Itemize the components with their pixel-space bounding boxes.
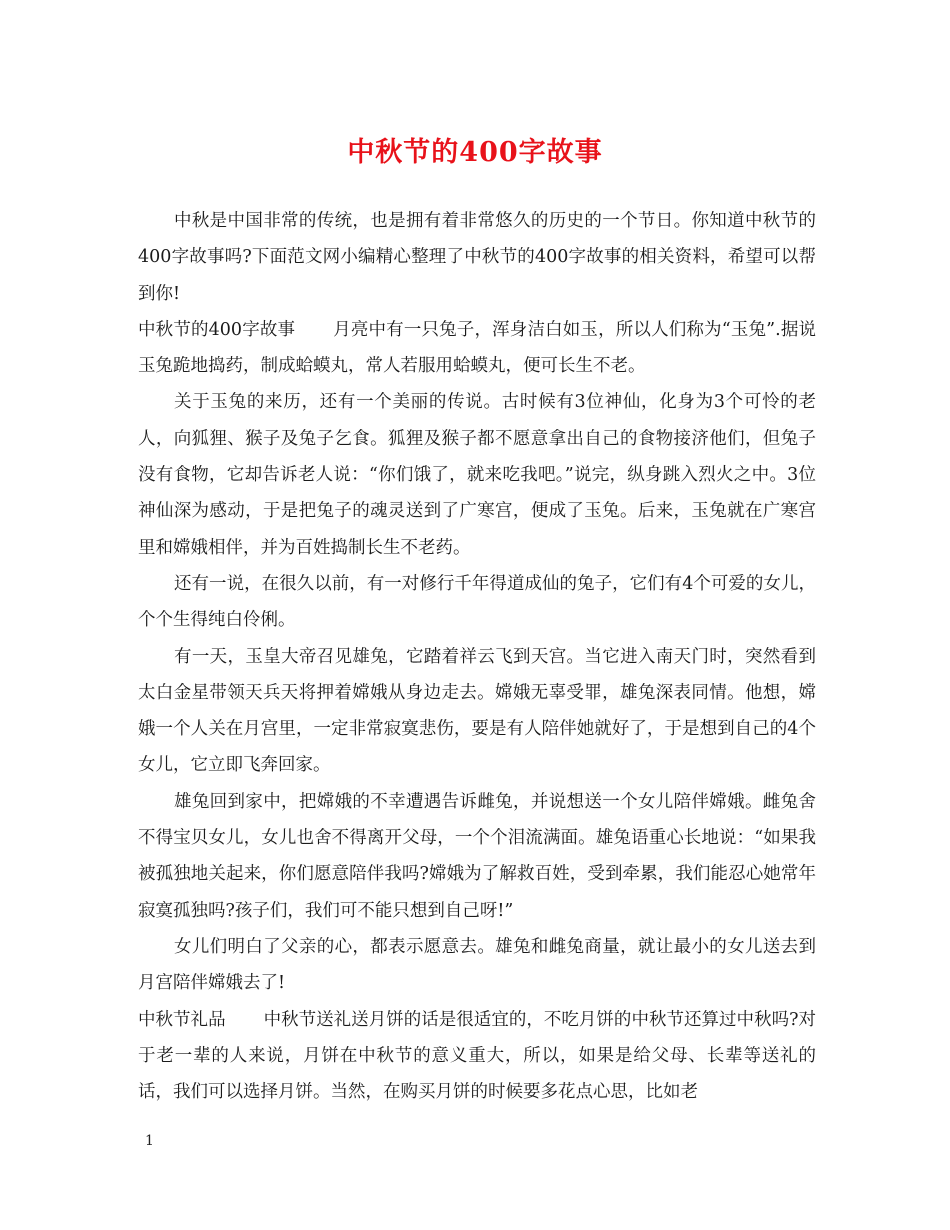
paragraph-jade-rabbit-origin: 关于玉兔的来历，还有一个美丽的传说。古时候有3位神仙，化身为3个可怜的老人，向狐狸、猴子及兔子乞食。狐狸及猴子都不愿意拿出自己的食物接济他们，但兔子没有食物，它却告诉老人说：“你们饿了，就来吃我吧。”说完，纵身跳入烈火之中。3位神仙深为感动，于是把兔子的魂灵送到了广寒宫，便成了玉兔。后来，玉兔就在广寒宫里和嫦娥相伴，并为百姓捣制长生不老药。 (138, 392, 816, 558)
paragraph-family-talk: 雄兔回到家中，把嫦娥的不幸遭遇告诉雌兔，并说想送一个女儿陪伴嫦娥。雌兔舍不得宝贝女儿，女儿也舍不得离开父母，一个个泪流满面。雄兔语重心长地说：“如果我被孤独地关起来，你们愿意陪伴我吗?嫦娥为了解救百姓，受到牵累，我们能忍心她常年寂寞孤独吗?孩子们，我们可不能只想到自己呀!” (138, 791, 816, 921)
document-body (138, 203, 816, 1110)
paragraph-text: 月亮中有一只兔子，浑身洁白如玉，所以人们称为“玉兔”.据说玉兔跪地捣药，制成蛤蟆丸，常人若服用蛤蟆丸，便可长生不老。 (138, 319, 816, 377)
paragraph-section-story (138, 312, 816, 385)
page-number: 1 (145, 1133, 154, 1149)
paragraph-text: 中秋节送礼送月饼的话是很适宜的，不吃月饼的中秋节还算过中秋吗?对于老一辈的人来说，月饼在中秋节的意义重大，所以，如果是给父母、长辈等送礼的话，我们可以选择月饼。当然，在购买月饼的时候要多花点心思，比如老 (138, 1009, 816, 1103)
paragraph-intro: 中秋是中国非常的传统，也是拥有着非常悠久的历史的一个节日。你知道中秋节的400字故事吗?下面范文网小编精心整理了中秋节的400字故事的相关资料，希望可以帮到你! (138, 211, 816, 304)
document-title: 中秋节的400字故事 (347, 137, 603, 168)
paragraph-another-legend: 还有一说，在很久以前，有一对修行千年得道成仙的兔子，它们有4个可爱的女儿，个个生得纯白伶俐。 (138, 573, 816, 631)
paragraph-section-gifts (138, 1002, 816, 1111)
paragraph-heaven-visit: 有一天，玉皇大帝召见雄兔，它踏着祥云飞到天宫。当它进入南天门时，突然看到太白金星带领天兵天将押着嫦娥从身边走去。嫦娥无辜受罪，雄兔深表同情。他想，嫦娥一个人关在月宫里，一定非常寂寞悲伤，要是有人陪伴她就好了，于是想到自己的4个女儿，它立即飞奔回家。 (138, 646, 816, 776)
paragraph-daughter-sent: 女儿们明白了父亲的心，都表示愿意去。雄兔和雌兔商量，就让最小的女儿送去到月宫陪伴嫦娥去了! (138, 936, 816, 994)
section-heading-gifts: 中秋节礼品 (138, 1009, 226, 1030)
section-heading-story: 中秋节的400字故事 (138, 319, 296, 340)
